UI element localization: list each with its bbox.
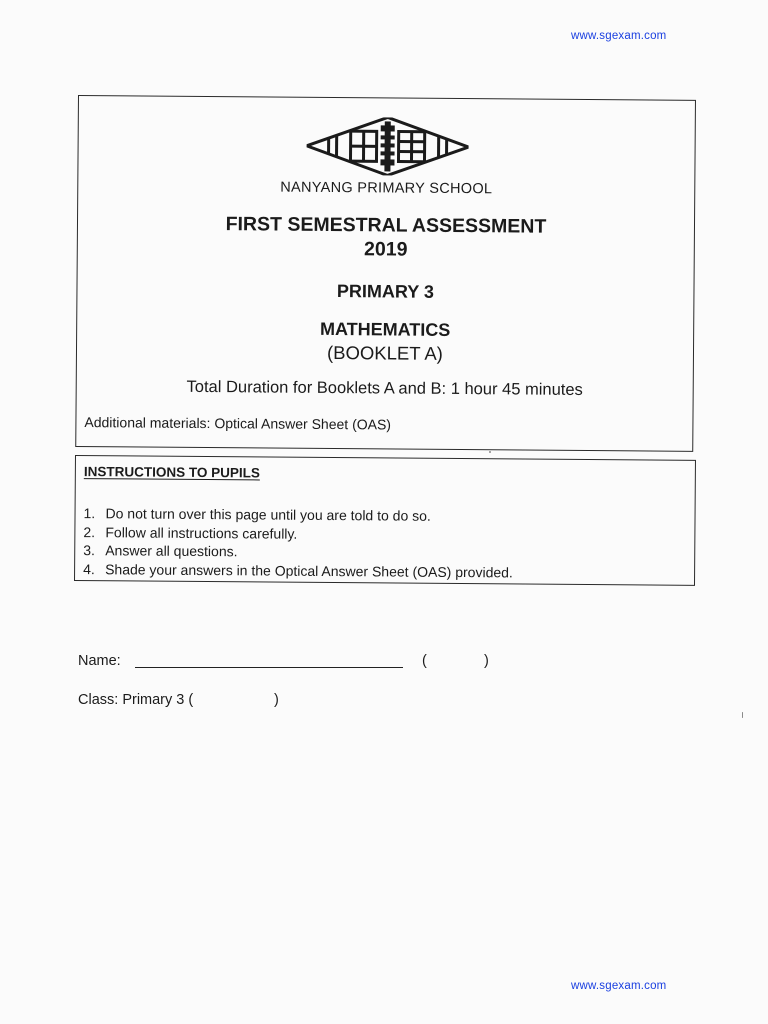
instruction-text: Shade your answers in the Optical Answer Sheet (OAS) provided. bbox=[105, 560, 513, 580]
cover-info-box bbox=[75, 95, 696, 452]
instruction-item bbox=[83, 560, 513, 582]
class-close-paren: ) bbox=[274, 692, 279, 708]
instruction-number: 1. bbox=[83, 505, 96, 522]
class-label: Class: Primary 3 ( bbox=[78, 692, 194, 708]
nanyang-school-crest-icon bbox=[306, 117, 468, 176]
school-name: NANYANG PRIMARY SCHOOL bbox=[280, 179, 493, 198]
subject-heading: MATHEMATICS bbox=[319, 318, 451, 340]
exam-title bbox=[78, 211, 694, 264]
scan-speck bbox=[742, 712, 743, 718]
instruction-text: Follow all instructions carefully. bbox=[105, 523, 298, 542]
scan-speck bbox=[489, 451, 491, 453]
exam-year: 2019 bbox=[364, 238, 408, 261]
instruction-number: 3. bbox=[83, 542, 96, 559]
instructions-heading: INSTRUCTIONS TO PUPILS bbox=[83, 464, 260, 481]
level-heading: PRIMARY 3 bbox=[336, 281, 435, 302]
name-label: Name: bbox=[78, 653, 121, 669]
site-link-top[interactable]: www.sgexam.com bbox=[571, 30, 667, 42]
materials-text: Additional materials: Optical Answer Sheet (OAS) bbox=[84, 414, 392, 433]
exam-title-line1: FIRST SEMESTRAL ASSESSMENT bbox=[225, 213, 547, 238]
instruction-text: Answer all questions. bbox=[105, 542, 238, 560]
instruction-number: 2. bbox=[83, 523, 96, 540]
instructions-box bbox=[74, 455, 696, 586]
index-open-paren: ( bbox=[422, 653, 427, 669]
site-link-bottom[interactable]: www.sgexam.com bbox=[571, 980, 667, 992]
duration-text: Total Duration for Booklets A and B: 1 hour 45 minutes bbox=[186, 377, 583, 399]
name-row bbox=[78, 653, 489, 669]
instruction-number: 4. bbox=[83, 560, 95, 577]
instruction-text: Do not turn over this page until you are told to do so. bbox=[105, 505, 431, 524]
booklet-label: (BOOKLET A) bbox=[326, 341, 443, 364]
class-row bbox=[78, 692, 279, 708]
name-field[interactable] bbox=[135, 667, 403, 668]
index-close-paren: ) bbox=[484, 653, 489, 669]
instructions-list bbox=[83, 504, 513, 581]
